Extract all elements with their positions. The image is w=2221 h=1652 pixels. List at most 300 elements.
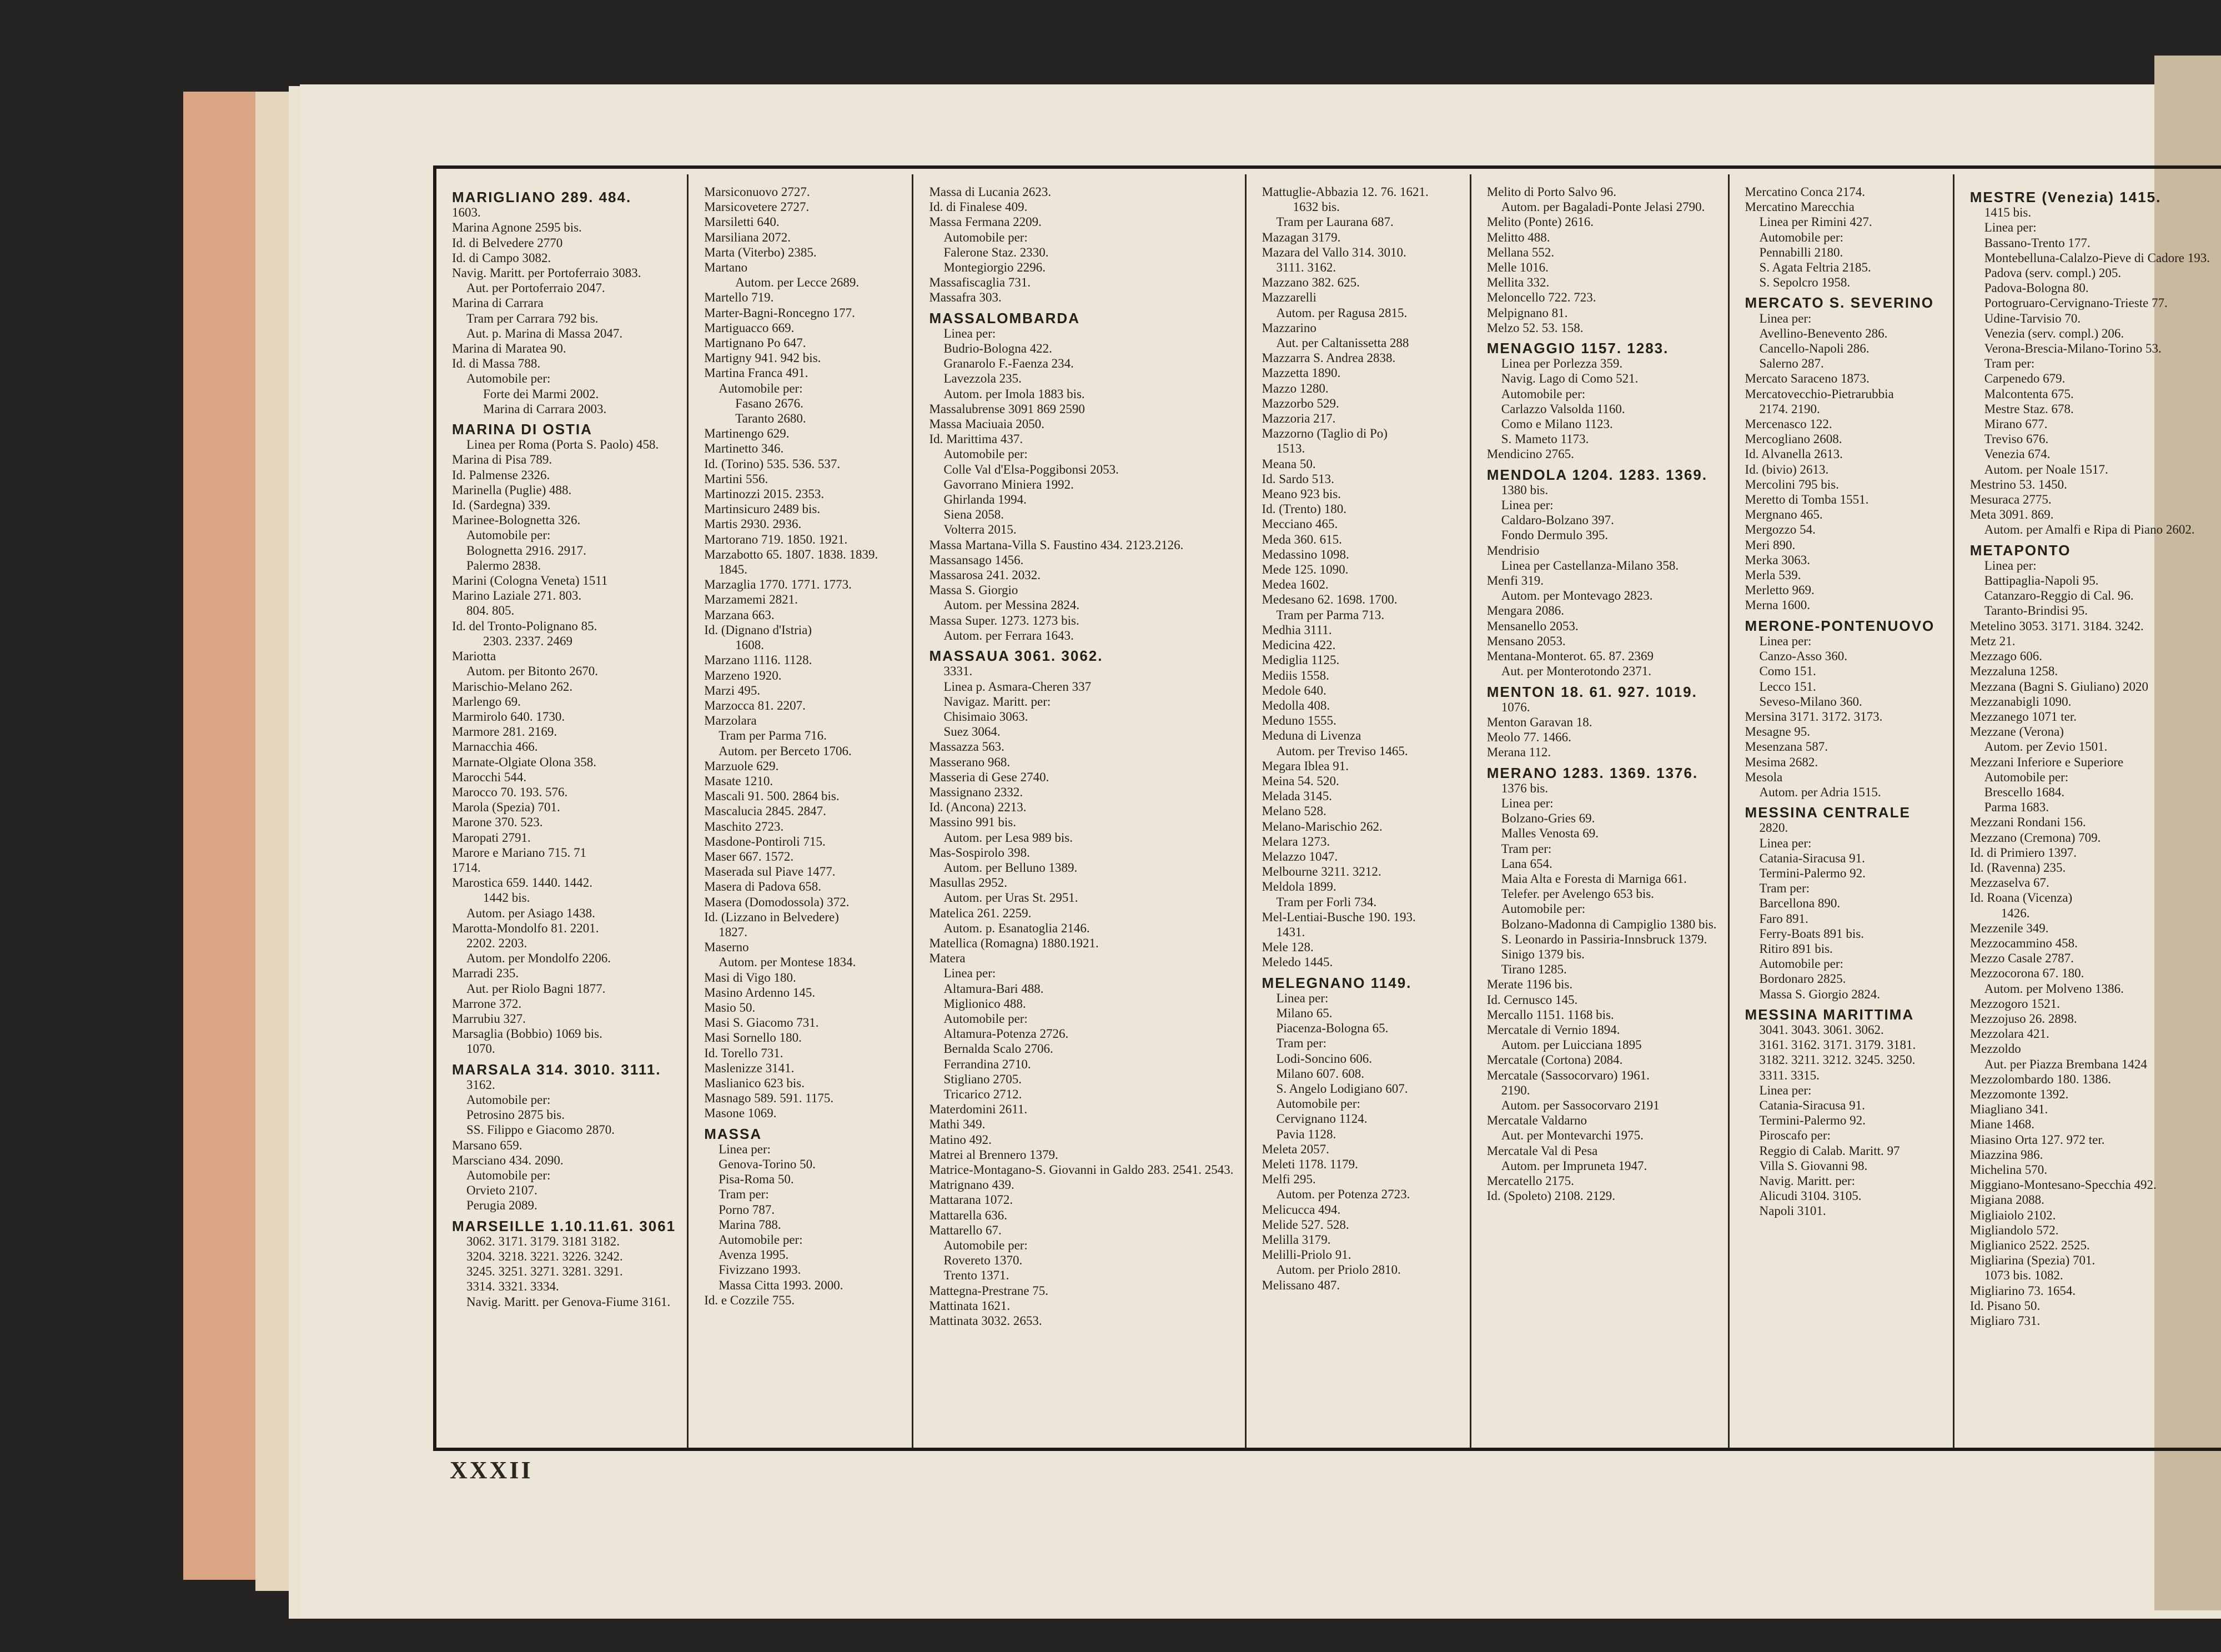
index-entry: Lecco 151. (1759, 679, 1816, 694)
index-entry: Massa di Lucania 2623. (929, 185, 1052, 199)
index-entry: Id. Torello 731. (704, 1046, 783, 1060)
index-entry: Linea per: (718, 1142, 771, 1156)
index-entry: Aut. per Caltanissetta 288 (1276, 336, 1409, 350)
index-entry: Mercatino Marecchia (1745, 200, 1855, 214)
index-entry: Autom. per Zevio 1501. (1984, 740, 2108, 754)
index-entry: Id. di Campo 3082. (452, 250, 551, 265)
index-entry: Id. di Finalese 409. (929, 200, 1028, 214)
index-entry: Massansago 1456. (929, 553, 1024, 567)
index-entry: Martignano Po 647. (704, 336, 806, 350)
index-entry: Masi Sornello 180. (704, 1031, 802, 1045)
index-entry: Marzabotto 65. 1807. 1838. 1839. (704, 547, 878, 561)
station-heading: MELEGNANO 1149. (1262, 974, 1412, 991)
index-entry: Melzo 52. 53. 158. (1486, 320, 1584, 335)
index-column-3 (913, 174, 1246, 1448)
index-entry: Navig. Maritt. per Portoferraio 3083. (452, 266, 641, 280)
index-entry: Id. di Primiero 1397. (1969, 845, 2077, 860)
index-entry: 1426. (2001, 906, 2030, 920)
index-entry: Meina 54. 520. (1262, 774, 1339, 788)
index-entry: Martinsicuro 2489 bis. (704, 502, 821, 516)
index-entry: Avellino-Benevento 286. (1759, 326, 1888, 340)
index-entry: Linea per: (943, 326, 996, 340)
index-entry: Miagliano 341. (1969, 1102, 2048, 1117)
index-entry: 1070. (466, 1042, 495, 1056)
index-entry: Udine-Tarvisio 70. (1984, 311, 2081, 325)
index-entry: Palermo 2838. (466, 558, 541, 573)
index-entry: Marnate-Olgiate Olona 358. (452, 755, 596, 769)
index-entry: S. Sepolcro 1958. (1759, 275, 1851, 290)
index-entry: Tram per: (718, 1187, 769, 1202)
index-entry: Mercato Saraceno 1873. (1745, 371, 1870, 386)
index-entry: Id. (Sardegna) 339. (452, 498, 551, 513)
index-entry: Autom. per Impruneta 1947. (1501, 1158, 1647, 1173)
index-entry: Mezzocammino 458. (1969, 936, 2078, 950)
index-entry: 2174. 2190. (1759, 401, 1820, 416)
index-entry: Mezzojuso 26. 2898. (1969, 1011, 2077, 1026)
index-entry: Treviso 676. (1984, 432, 2049, 446)
index-entry: Marina 788. (718, 1217, 781, 1232)
station-heading: MARINA DI OSTIA (452, 421, 592, 438)
index-entry: Massignano 2332. (929, 785, 1023, 799)
index-entry: Massa Citta 1993. 2000. (718, 1278, 843, 1292)
index-entry: Menton Garavan 18. (1486, 715, 1592, 729)
index-entry: Linea per: (1984, 220, 2037, 235)
index-entry: Linea per: (1759, 1083, 1812, 1097)
index-entry: Id. Pisano 50. (1969, 1298, 2041, 1313)
index-entry: Merletto 969. (1745, 583, 1815, 597)
index-entry: Martis 2930. 2936. (704, 517, 802, 531)
index-entry: Masino Ardenno 145. (704, 985, 816, 1000)
index-entry: Masserano 968. (929, 755, 1011, 769)
index-entry: Mensano 2053. (1486, 634, 1566, 648)
index-entry: Marzuole 629. (704, 759, 779, 773)
index-entry: Mezzolombardo 180. 1386. (1969, 1072, 2111, 1086)
index-entry: Linea per Castellanza-Milano 358. (1501, 558, 1679, 573)
index-entry: Automobile per: (718, 381, 803, 395)
page-folio: XXXII (450, 1457, 533, 1484)
index-entry: Linea per: (1759, 311, 1812, 325)
index-entry: Mengara 2086. (1486, 604, 1565, 618)
index-entry: Autom. per Sassocorvaro 2191 (1501, 1098, 1660, 1112)
index-entry: Mesuraca 2775. (1969, 493, 2052, 507)
index-entry: Falerone Staz. 2330. (943, 245, 1049, 259)
index-entry: Ritiro 891 bis. (1759, 941, 1833, 956)
index-entry: Mezzanego 1071 ter. (1969, 709, 2077, 724)
index-entry: Merna 1600. (1745, 598, 1811, 612)
index-entry: Masullas 2952. (929, 876, 1007, 890)
index-entry: S. Angelo Lodigiano 607. (1276, 1081, 1408, 1096)
index-entry: Migliaro 731. (1969, 1314, 2041, 1328)
index-entry: Mestrino 53. 1450. (1969, 477, 2067, 491)
index-entry: Meolo 77. 1466. (1486, 730, 1571, 745)
index-entry: Autom. per Berceto 1706. (718, 744, 852, 758)
index-entry: Matelica 261. 2259. (929, 906, 1032, 920)
index-entry: Marzi 495. (704, 683, 761, 697)
index-entry: Linea per: (1276, 991, 1329, 1005)
index-entry: Automobile per: (1501, 386, 1586, 401)
index-entry: 1431. (1276, 925, 1305, 939)
index-entry: Massa S. Giorgio 2824. (1759, 987, 1880, 1001)
index-entry: Mattegna-Prestrane 75. (929, 1283, 1049, 1298)
index-entry: Melicucca 494. (1262, 1202, 1341, 1217)
index-entry: Massa Fermana 2209. (929, 215, 1042, 229)
index-entry: Medesano 62. 1698. 1700. (1262, 592, 1398, 607)
index-entry: Mercatale (Cortona) 2084. (1486, 1053, 1623, 1067)
index-entry: Matrice-Montagano-S. Giovanni in Galdo 283. 2541. 2543. (929, 1163, 1234, 1177)
index-column-4 (1247, 174, 1471, 1448)
index-entry: Marzocca 81. 2207. (704, 698, 806, 712)
index-entry: Automobile per: (466, 528, 551, 543)
index-entry: Martina Franca 491. (704, 366, 808, 380)
index-entry: Pennabilli 2180. (1759, 245, 1843, 259)
index-entry: Autom. per Molveno 1386. (1984, 981, 2124, 996)
index-entry: Como e Milano 1123. (1501, 417, 1613, 431)
index-entry: Autom. per Montevago 2823. (1501, 589, 1653, 603)
index-entry: Mezzo Casale 2787. (1969, 951, 2074, 966)
index-entry: Maia Alta e Foresta di Marniga 661. (1501, 871, 1687, 886)
index-entry: Massarosa 241. 2032. (929, 568, 1041, 583)
index-entry: Mendrisio (1486, 543, 1540, 558)
index-entry: Marone 370. 523. (452, 815, 543, 830)
index-entry: Mercatale di Vernio 1894. (1486, 1022, 1620, 1037)
index-entry: Id. Palmense 2326. (452, 468, 550, 482)
index-entry: Suez 3064. (943, 725, 1001, 739)
index-entry: 1073 bis. 1082. (1984, 1268, 2063, 1283)
index-entry: Mercogliano 2608. (1745, 432, 1842, 446)
index-entry: Melara 1273. (1262, 834, 1330, 848)
index-entry: Navig. Lago di Como 521. (1501, 371, 1639, 386)
index-entry: Masdone-Pontiroli 715. (704, 834, 826, 848)
index-entry: Maropati 2791. (452, 830, 531, 845)
index-entry: Linea per: (1501, 796, 1554, 810)
index-entry: Autom. per Priolo 2810. (1276, 1263, 1401, 1277)
index-entry: Malcontenta 675. (1984, 386, 2074, 401)
index-entry: Mezzano (Cremona) 709. (1969, 830, 2101, 845)
index-entry: Navig. Maritt. per: (1759, 1174, 1855, 1188)
index-entry: Seveso-Milano 360. (1759, 694, 1862, 709)
index-entry: Mazzorno (Taglio di Po) (1262, 426, 1388, 441)
index-entry: Fondo Dermulo 395. (1501, 528, 1609, 543)
index-entry: Bolzano-Gries 69. (1501, 811, 1595, 826)
index-entry: Genova-Torino 50. (718, 1157, 816, 1171)
index-entry: Marina di Maratea 90. (452, 342, 566, 356)
index-entry: Michelina 570. (1969, 1163, 2048, 1177)
index-entry: Mathi 349. (929, 1117, 986, 1132)
index-entry: Miglianico 2522. 2525. (1969, 1238, 2090, 1253)
index-entry: Melle 1016. (1486, 260, 1549, 275)
index-entry: Melfi 295. (1262, 1172, 1316, 1187)
station-heading: MENTON 18. 61. 927. 1019. (1486, 683, 1697, 700)
index-entry: Tram per Parma 713. (1276, 607, 1385, 622)
index-entry: Marino Laziale 271. 803. (452, 589, 582, 603)
index-entry: Petrosino 2875 bis. (466, 1108, 565, 1122)
index-entry: Automobile per: (943, 447, 1028, 461)
index-entry: Massalubrense 3091 869 2590 (929, 401, 1085, 416)
index-entry: 1827. (718, 925, 747, 939)
index-entry: Mazzoria 217. (1262, 411, 1336, 426)
index-entry: Id. (Ancona) 2213. (929, 800, 1027, 815)
index-entry: Budrio-Bologna 422. (943, 342, 1052, 356)
index-entry: Marocchi 544. (452, 770, 527, 784)
index-entry: Parma 1683. (1984, 800, 2049, 815)
station-heading: MARSEILLE 1.10.11.61. 3061 (452, 1217, 676, 1234)
index-entry: Merla 539. (1745, 568, 1801, 583)
index-entry: Meta 3091. 869. (1969, 508, 2054, 522)
index-entry: Migliarino 73. 1654. (1969, 1283, 2076, 1298)
index-entry: 804. 805. (466, 604, 515, 618)
index-entry: Mezzocorona 67. 180. (1969, 966, 2084, 981)
index-entry: Marostica 659. 1440. 1442. (452, 876, 592, 890)
index-entry: 3311. 3315. (1759, 1068, 1820, 1082)
index-entry: Salerno 287. (1759, 356, 1824, 371)
station-heading: MESTRE (Venezia) 1415. (1969, 189, 2162, 205)
index-entry: Mezzomonte 1392. (1969, 1087, 2069, 1101)
index-entry: Brescello 1684. (1984, 785, 2065, 799)
index-entry: Autom. per Potenza 2723. (1276, 1187, 1410, 1202)
index-entry: Meretto di Tomba 1551. (1745, 493, 1869, 507)
index-entry: Martano (704, 260, 748, 275)
index-entry: Autom. per Bagaladi-Ponte Jelasi 2790. (1501, 200, 1705, 214)
index-entry: Massafiscaglia 731. (929, 275, 1031, 290)
station-heading: MESSINA CENTRALE (1745, 804, 1911, 821)
index-entry: Mattarello 67. (929, 1223, 1002, 1237)
index-entry: Villa S. Giovanni 98. (1759, 1158, 1868, 1173)
index-entry: Masi di Vigo 180. (704, 970, 796, 985)
index-entry: Mascalucia 2845. 2847. (704, 804, 826, 819)
index-entry: Aut. per Riolo Bagni 1877. (466, 981, 606, 996)
index-entry: Barcellona 890. (1759, 896, 1841, 911)
index-entry: Marsiconuovo 2727. (704, 185, 810, 199)
index-entry: Bolzano-Madonna di Campiglio 1380 bis. (1501, 917, 1717, 931)
index-entry: Masone 1069. (704, 1106, 777, 1121)
index-entry: Marrubiu 327. (452, 1011, 526, 1026)
index-entry: Masio 50. (704, 1000, 756, 1015)
index-entry: Mattarella 636. (929, 1208, 1007, 1222)
index-entry: Perugia 2089. (466, 1198, 537, 1213)
index-entry: 1632 bis. (1293, 200, 1340, 214)
index-entry: Alicudi 3104. 3105. (1759, 1189, 1862, 1203)
index-entry: 2190. (1501, 1083, 1530, 1097)
index-entry: Autom. per Uras St. 2951. (943, 891, 1078, 905)
index-entry: Reggio di Calab. Maritt. 97 (1759, 1143, 1900, 1158)
index-entry: Id. di Massa 788. (452, 356, 541, 371)
index-entry: Medicina 422. (1262, 638, 1336, 652)
index-entry: Mirano 677. (1984, 417, 2048, 431)
index-entry: Granarolo F.-Faenza 234. (943, 356, 1074, 371)
index-entry: Lavezzola 235. (943, 371, 1022, 386)
index-entry: Linea per Rimini 427. (1759, 215, 1872, 229)
index-entry: Siena 2058. (943, 508, 1004, 522)
index-entry: Id. (Torino) 535. 536. 537. (704, 456, 841, 471)
index-entry: Metelino 3053. 3171. 3184. 3242. (1969, 619, 2144, 633)
index-entry: Mezzoldo (1969, 1042, 2021, 1056)
index-entry: Altamura-Potenza 2726. (943, 1027, 1069, 1041)
index-entry: Miane 1468. (1969, 1117, 2035, 1132)
index-column-7 (1954, 174, 2221, 1448)
index-entry: Automobile per: (943, 1011, 1028, 1026)
index-entry: Tram per: (1984, 356, 2035, 371)
index-entry: Id. di Belvedere 2770 (452, 235, 563, 250)
index-entry: Mezzane (Verona) (1969, 725, 2064, 739)
index-entry: Marini (Cologna Veneta) 1511 (452, 574, 608, 588)
index-entry: Autom. per Lecce 2689. (735, 275, 860, 290)
index-entry: Masera (Domodossola) 372. (704, 895, 850, 909)
index-entry: Aut. per Piazza Brembana 1424 (1984, 1057, 2147, 1071)
index-entry: Marocco 70. 193. 576. (452, 785, 568, 799)
index-entry: Maserada sul Piave 1477. (704, 865, 836, 879)
index-entry: Mezzana (Bagni S. Giuliano) 2020 (1969, 679, 2149, 694)
station-heading: MERONE-PONTENUOVO (1745, 617, 1935, 634)
index-entry: Mesima 2682. (1745, 755, 1818, 769)
index-entry: Marmirolo 640. 1730. (452, 709, 565, 724)
index-entry: Marrone 372. (452, 996, 522, 1011)
index-entry: Marina di Carrara (452, 296, 544, 310)
index-entry: Autom. per Treviso 1465. (1276, 744, 1408, 758)
index-entry: Mariotta (452, 649, 496, 664)
index-entry: Autom. per Bitonto 2670. (466, 664, 599, 679)
index-entry: Montebelluna-Calalzo-Pieve di Cadore 193. (1984, 250, 2210, 265)
index-entry: Rovereto 1370. (943, 1253, 1023, 1268)
index-entry: Melide 527. 528. (1262, 1217, 1349, 1232)
index-entry: Mergozzo 54. (1745, 523, 1816, 537)
index-entry: Meloncello 722. 723. (1486, 290, 1596, 305)
index-entry: Tram per Carrara 792 bis. (466, 311, 599, 325)
index-entry: Mediis 1558. (1262, 668, 1329, 682)
index-entry: Melpignano 81. (1486, 305, 1568, 320)
index-entry: Marina di Pisa 789. (452, 453, 552, 467)
index-entry: Melitto 488. (1486, 230, 1550, 244)
station-heading: MESSINA MARITTIMA (1745, 1006, 1915, 1023)
index-entry: Bassano-Trento 177. (1984, 235, 2091, 250)
index-entry: Maser 667. 1572. (704, 849, 794, 863)
index-entry: Tricarico 2712. (943, 1087, 1022, 1101)
index-entry: Autom. per Noale 1517. (1984, 462, 2108, 476)
index-entry: Mazzarino (1262, 320, 1316, 335)
index-entry: Canzo-Asso 360. (1759, 649, 1847, 664)
index-entry: S. Leonardo in Passiria-Innsbruck 1379. (1501, 932, 1707, 946)
index-entry: Marzaglia 1770. 1771. 1773. (704, 578, 852, 592)
index-entry: Automobile per: (466, 1092, 551, 1107)
index-entry: Marzeno 1920. (704, 668, 782, 682)
index-entry: Bordonaro 2825. (1759, 972, 1846, 986)
index-entry: 2820. (1759, 821, 1788, 835)
index-entry: Marta (Viterbo) 2385. (704, 245, 817, 259)
index-entry: Id. Marittima 437. (929, 432, 1023, 446)
index-entry: 1513. (1276, 441, 1305, 456)
index-entry: Martigny 941. 942 bis. (704, 351, 821, 365)
index-entry: Autom. per Belluno 1389. (943, 860, 1078, 875)
index-entry: Bolognetta 2916. 2917. (466, 543, 586, 558)
index-entry: Meledo 1445. (1262, 955, 1333, 970)
index-entry: Melilla 3179. (1262, 1233, 1331, 1247)
index-entry: Id. (Dignano d'Istria) (704, 622, 812, 637)
index-entry: Telefer. per Avelengo 653 bis. (1501, 887, 1654, 901)
index-entry: Martini 556. (704, 471, 768, 486)
index-entry: Massino 991 bis. (929, 815, 1016, 830)
index-entry: Mattinata 1621. (929, 1298, 1011, 1313)
index-entry: Mercolini 795 bis. (1745, 477, 1839, 491)
index-entry: Linea per: (1501, 498, 1554, 513)
index-entry: Mercatale Valdarno (1486, 1113, 1587, 1128)
index-entry: Melissano 487. (1262, 1278, 1340, 1292)
index-entry: Mazzorbo 529. (1262, 396, 1339, 410)
index-entry: Tram per: (1276, 1036, 1327, 1051)
index-entry: Sinigo 1379 bis. (1501, 947, 1585, 961)
index-entry: Autom. per Imola 1883 bis. (943, 386, 1085, 401)
index-entry: Martinozzi 2015. 2353. (704, 487, 825, 501)
index-entry: Massafra 303. (929, 290, 1002, 305)
index-entry: Migliarina (Spezia) 701. (1969, 1253, 2096, 1268)
index-entry: Autom. per Amalfi e Ripa di Piano 2602. (1984, 523, 2195, 537)
index-entry: Masseria di Gese 2740. (929, 770, 1049, 784)
index-entry: Marzana 663. (704, 607, 775, 622)
index-entry: Maslianico 623 bis. (704, 1076, 805, 1090)
index-entry: Id. (Ravenna) 235. (1969, 860, 2066, 875)
index-entry: Mezzaluna 1258. (1969, 664, 2058, 679)
index-entry: Matera (929, 951, 966, 966)
index-entry: Masi S. Giacomo 731. (704, 1016, 819, 1030)
index-entry: Melano 528. (1262, 804, 1326, 819)
index-entry: 3314. 3321. 3334. (466, 1279, 559, 1294)
index-entry: Padova (serv. compl.) 205. (1984, 266, 2122, 280)
index-entry: Mazzarelli (1262, 290, 1316, 305)
index-entry: Marzano 1116. 1128. (704, 653, 812, 667)
index-entry: 1603. (452, 205, 481, 220)
index-entry: Autom. per Luicciana 1895 (1501, 1038, 1642, 1052)
index-entry: 3041. 3043. 3061. 3062. (1759, 1022, 1884, 1037)
index-entry: Colle Val d'Elsa-Poggibonsi 2053. (943, 462, 1119, 476)
index-entry: Masnago 589. 591. 1175. (704, 1091, 834, 1106)
station-heading: MENDOLA 1204. 1283. 1369. (1486, 466, 1708, 483)
index-column-2 (689, 174, 913, 1448)
index-entry: Linea per: (943, 966, 996, 981)
index-entry: Automobile per: (1759, 957, 1843, 971)
index-entry: Id. del Tronto-Polignano 85. (452, 619, 597, 633)
index-entry: Melazzo 1047. (1262, 849, 1338, 863)
index-entry: Como 151. (1759, 664, 1816, 679)
index-entry: Matino 492. (929, 1132, 992, 1147)
index-entry: Tram per Forli 734. (1276, 895, 1377, 909)
index-entry: Meleta 2057. (1262, 1142, 1329, 1156)
index-entry: Linea p. Asmara-Cheren 337 (943, 679, 1092, 694)
index-entry: Mesenzana 587. (1745, 740, 1828, 754)
index-entry: 3182. 3211. 3212. 3245. 3250. (1759, 1053, 1916, 1067)
index-entry: Massa Maciuaia 2050. (929, 417, 1045, 431)
index-entry: Lodi-Soncino 606. (1276, 1051, 1373, 1066)
index-entry: Bernalda Scalo 2706. (943, 1042, 1053, 1056)
index-entry: Mazzetta 1890. (1262, 366, 1341, 380)
index-entry: Mezzago 606. (1969, 649, 2043, 664)
index-entry: Marter-Bagni-Roncegno 177. (704, 305, 855, 320)
index-entry: Mercatale Val di Pesa (1486, 1143, 1598, 1158)
index-entry: Marmore 281. 2169. (452, 725, 557, 739)
index-entry: Massa Super. 1273. 1273 bis. (929, 613, 1079, 627)
index-entry: Massazza 563. (929, 740, 1004, 754)
index-table-frame (433, 165, 2221, 1451)
index-entry: Piroscafo per: (1759, 1128, 1831, 1143)
index-entry: Marina di Carrara 2003. (483, 401, 607, 416)
index-entry: Medhia 3111. (1262, 622, 1332, 637)
index-entry: Marotta-Mondolfo 81. 2201. (452, 921, 599, 935)
index-entry: 1380 bis. (1501, 483, 1549, 497)
index-entry: Automobile per: (466, 1168, 551, 1182)
index-entry: Marradi 235. (452, 966, 519, 981)
index-entry: Malles Venosta 69. (1501, 826, 1599, 841)
index-entry: Marola (Spezia) 701. (452, 800, 560, 815)
index-entry: Mezzolara 421. (1969, 1027, 2049, 1041)
index-entry: Automobile per: (1276, 1097, 1360, 1111)
index-entry: Matrei al Brennero 1379. (929, 1147, 1058, 1162)
